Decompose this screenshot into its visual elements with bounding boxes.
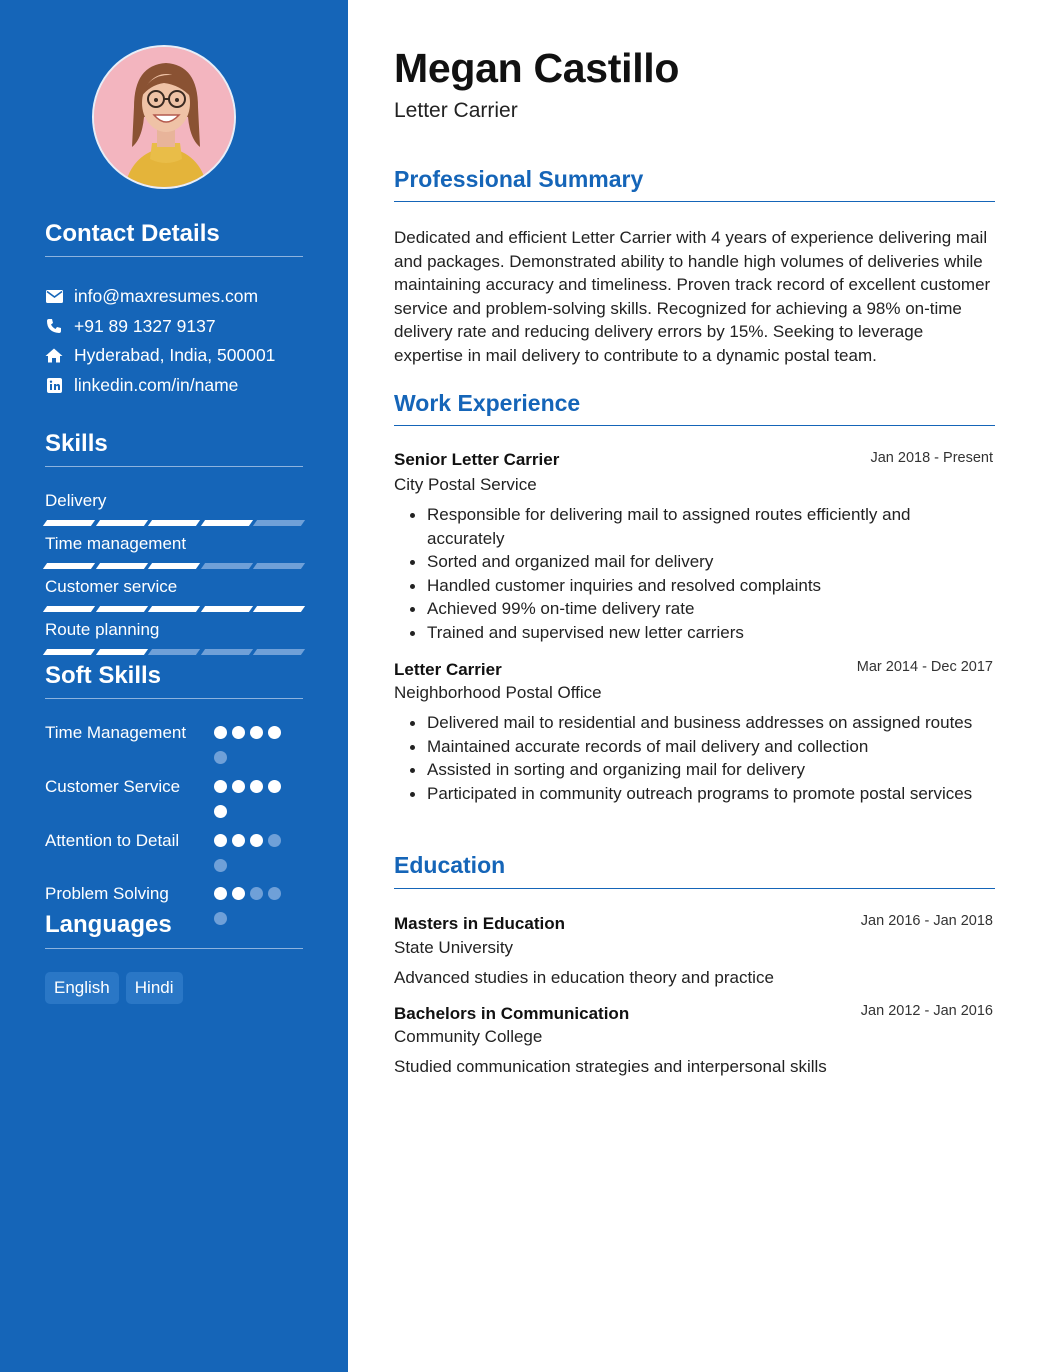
education-date: Jan 2016 - Jan 2018 (860, 913, 993, 929)
skill-bar-segment (253, 649, 305, 655)
job-bullet: Responsible for delivering mail to assigned routes efficiently and accurately (407, 503, 987, 550)
job-bullet: Sorted and organized mail for delivery (407, 550, 987, 574)
rating-dot (214, 859, 227, 872)
skill-label: Time management (45, 534, 187, 553)
skill-bar (45, 649, 303, 655)
rating-dot (214, 834, 227, 847)
rating-dot (214, 751, 227, 764)
skill-bar-segment (201, 520, 253, 526)
job-bullet: Maintained accurate records of mail delivery and collection (407, 735, 987, 759)
summary-text: Dedicated and efficient Letter Carrier with 4 years of experience delivering mail and packages. Demonstrated ability to handle high volumes of deliveries while maintaining accuracy and timeliness. Proven track record of excellent customer service and problem-solving skills. Recognized for achieving a 98% on-time delivery rate and reducing delivery errors by 15%. Seeking to leverage expertise in mail delivery to contribute to a dynamic postal team. (394, 228, 991, 365)
candidate-title: Letter Carrier (394, 99, 518, 122)
soft-skill-dots (214, 834, 294, 872)
linkedin-icon (45, 376, 63, 394)
skill-bar-segment (148, 606, 200, 612)
contact-linkedin[interactable] (45, 373, 238, 397)
rating-dot (268, 887, 281, 900)
contact-email[interactable] (45, 284, 258, 308)
job-bullet: Delivered mail to residential and business addresses on assigned routes (407, 711, 987, 735)
skills-divider (45, 466, 303, 467)
education-date: Jan 2012 - Jan 2016 (860, 1003, 993, 1019)
job-bullets (407, 503, 987, 644)
job-organization: Neighborhood Postal Office (394, 683, 602, 702)
skill-bar-segment (148, 649, 200, 655)
education-degree: Masters in Education (394, 914, 565, 933)
contact-divider (45, 256, 303, 257)
envelope-icon (45, 287, 63, 305)
job-bullet: Assisted in sorting and organizing mail for delivery (407, 758, 987, 782)
job-bullet: Trained and supervised new letter carriers (407, 621, 987, 645)
languages-list (45, 972, 183, 1004)
rating-dot (214, 805, 227, 818)
rating-dot (232, 834, 245, 847)
rating-dot (232, 887, 245, 900)
contact-linkedin-text: linkedin.com/in/name (74, 374, 239, 395)
skill-bar-segment (201, 649, 253, 655)
job-date: Jan 2018 - Present (870, 450, 993, 466)
home-icon (45, 346, 63, 364)
work-experience-heading: Work Experience (394, 390, 581, 416)
contact-phone[interactable] (45, 314, 216, 338)
education-school: Community College (394, 1027, 543, 1046)
job-title: Senior Letter Carrier (394, 450, 560, 469)
skill-label: Customer service (45, 577, 178, 596)
skill-bar-segment (43, 563, 95, 569)
summary-divider (394, 201, 995, 202)
rating-dot (250, 726, 263, 739)
summary-heading: Professional Summary (394, 166, 644, 192)
job-bullets (407, 711, 987, 805)
work-experience-divider (394, 425, 995, 426)
skill-bar-segment (253, 520, 305, 526)
skill-label: Delivery (45, 491, 107, 510)
education-description: Studied communication strategies and interpersonal skills (394, 1057, 827, 1076)
job-organization: City Postal Service (394, 475, 537, 494)
candidate-name: Megan Castillo (394, 45, 680, 91)
rating-dot (250, 834, 263, 847)
job-date: Mar 2014 - Dec 2017 (856, 659, 993, 675)
skill-bar-segment (95, 649, 147, 655)
rating-dot (250, 887, 263, 900)
skill-label: Route planning (45, 620, 160, 639)
skill-bar-segment (148, 520, 200, 526)
skill-bar-segment (253, 606, 305, 612)
skill-bar-segment (43, 520, 95, 526)
skill-bar-segment (43, 606, 95, 612)
soft-skills-heading: Soft Skills (45, 662, 162, 689)
language-chip: English (45, 972, 119, 1004)
rating-dot (250, 780, 263, 793)
job-bullet: Handled customer inquiries and resolved complaints (407, 574, 987, 598)
skill-bar-segment (95, 563, 147, 569)
rating-dot (214, 726, 227, 739)
languages-heading: Languages (45, 911, 172, 938)
education-degree: Bachelors in Communication (394, 1004, 630, 1023)
soft-skill-label: Problem Solving (45, 884, 169, 903)
sidebar (0, 0, 348, 1372)
job-title: Letter Carrier (394, 660, 502, 679)
rating-dot (268, 726, 281, 739)
skill-bar-segment (201, 563, 253, 569)
rating-dot (214, 887, 227, 900)
skill-bar (45, 606, 303, 612)
skill-bar-segment (95, 606, 147, 612)
contact-details-heading: Contact Details (45, 220, 220, 247)
language-chip: Hindi (126, 972, 183, 1004)
skill-bar-segment (95, 520, 147, 526)
rating-dot (214, 780, 227, 793)
phone-icon (45, 317, 63, 335)
job-bullet: Participated in community outreach programs to promote postal services (407, 782, 987, 806)
contact-phone-text: +91 89 1327 9137 (74, 315, 216, 336)
contact-email-text: info@maxresumes.com (74, 285, 259, 306)
skill-bar-segment (148, 563, 200, 569)
education-school: State University (394, 938, 514, 957)
education-divider (394, 888, 995, 889)
education-description: Advanced studies in education theory and practice (394, 968, 774, 987)
profile-photo (92, 45, 236, 189)
contact-location (45, 343, 275, 367)
soft-skills-divider (45, 698, 303, 699)
skill-bar (45, 520, 303, 526)
soft-skill-label: Customer Service (45, 777, 181, 796)
education-heading: Education (394, 852, 506, 878)
languages-divider (45, 948, 303, 949)
soft-skill-dots (214, 780, 294, 818)
job-bullet: Achieved 99% on-time delivery rate (407, 597, 987, 621)
skill-bar-segment (43, 649, 95, 655)
contact-location-text: Hyderabad, India, 500001 (74, 344, 276, 365)
rating-dot (232, 726, 245, 739)
soft-skill-label: Time Management (45, 723, 187, 742)
soft-skill-label: Attention to Detail (45, 831, 180, 850)
soft-skill-dots (214, 726, 294, 764)
skill-bar (45, 563, 303, 569)
skill-bar-segment (253, 563, 305, 569)
rating-dot (268, 780, 281, 793)
skills-heading: Skills (45, 430, 108, 457)
rating-dot (232, 780, 245, 793)
skill-bar-segment (201, 606, 253, 612)
rating-dot (268, 834, 281, 847)
